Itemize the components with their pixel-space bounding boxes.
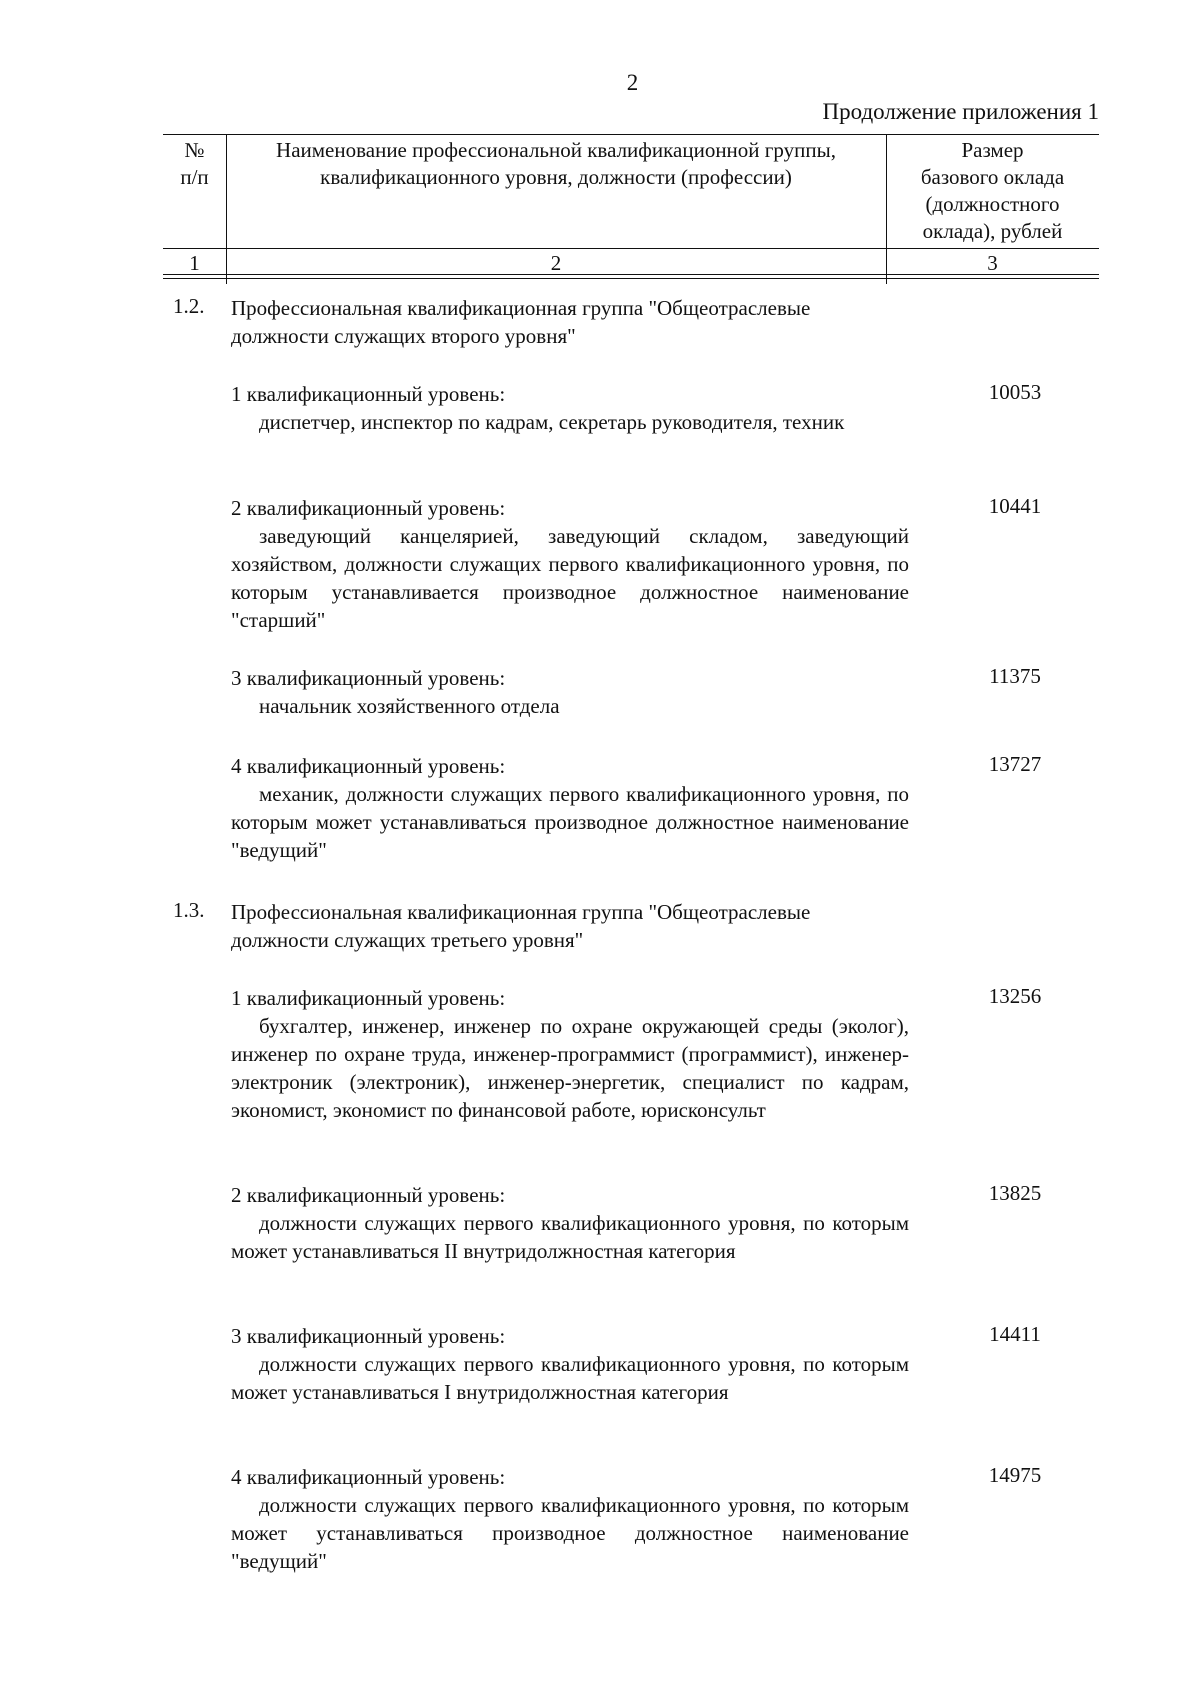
section-number: 1.3.	[173, 898, 205, 922]
level-row	[231, 494, 909, 634]
column-number-3: 3	[987, 251, 998, 275]
table-header	[163, 134, 1099, 284]
level-description: должности служащих первого квалификационного уровня, по которым может устанавливаться II внутридолжностная категория	[231, 1211, 909, 1263]
salary-value: 10053	[988, 380, 1042, 404]
level-title: 1 квалификационный уровень:	[231, 986, 506, 1010]
continuation-note: Продолжение приложения 1	[822, 99, 1099, 124]
column-number-2: 2	[550, 251, 562, 275]
header-bottom-rule-double	[163, 278, 1099, 279]
level-row	[231, 664, 909, 720]
salary-value: 14411	[989, 1322, 1041, 1346]
level-title: 2 квалификационный уровень:	[231, 1183, 506, 1207]
page-number: 2	[626, 70, 639, 95]
salary-value: 13825	[988, 1181, 1042, 1205]
level-title: 3 квалификационный уровень:	[231, 666, 506, 690]
level-title: 3 квалификационный уровень:	[231, 1324, 506, 1348]
level-description: начальник хозяйственного отдела	[259, 694, 560, 718]
level-description: должности служащих первого квалификационного уровня, по которым может устанавливаться производное должностное наименование "ведущий"	[231, 1493, 909, 1573]
column-header-name: Наименование профессиональной квалификационной группы, квалификационного уровня, должности (профессии)	[276, 138, 836, 189]
column-header-salary: Размер базового оклада (должностного оклада), рублей	[920, 138, 1065, 243]
level-title: 2 квалификационный уровень:	[231, 496, 506, 520]
section-title: Профессиональная квалификационная группа "Общеотраслевые должности служащих третьего уровня"	[231, 900, 811, 952]
header-mid-rule	[163, 248, 1099, 249]
salary-value: 13727	[988, 752, 1042, 776]
level-row	[231, 1463, 909, 1575]
column-number-1: 1	[189, 251, 200, 275]
level-description: должности служащих первого квалификационного уровня, по которым может устанавливаться I внутридолжностная категория	[231, 1352, 909, 1404]
level-title: 4 квалификационный уровень:	[231, 754, 506, 778]
level-description: механик, должности служащих первого квалификационного уровня, по которым может устанавливаться производное должностное наименование "ведущий"	[231, 782, 909, 862]
section-title: Профессиональная квалификационная группа "Общеотраслевые должности служащих второго уровня"	[231, 296, 811, 348]
level-row	[231, 752, 909, 864]
level-row	[231, 984, 909, 1124]
level-row	[231, 1181, 909, 1265]
level-title: 1 квалификационный уровень:	[231, 382, 506, 406]
salary-value: 13256	[988, 984, 1042, 1008]
salary-value: 11375	[989, 664, 1041, 688]
section-number: 1.2.	[173, 294, 205, 318]
level-description: бухгалтер, инженер, инженер по охране окружающей среды (эколог), инженер по охране труда, инженер-программист (программист), инженер-электроник (электроник), инженер-энергетик, специалист по кадрам, экономист, экономист по финансовой работе, юрисконсульт	[231, 1014, 909, 1122]
level-row	[231, 380, 909, 436]
salary-value: 10441	[988, 494, 1042, 518]
header-top-rule	[163, 134, 1099, 135]
level-description: диспетчер, инспектор по кадрам, секретарь руководителя, техник	[259, 410, 845, 434]
level-row	[231, 1322, 909, 1406]
level-description: заведующий канцелярией, заведующий складом, заведующий хозяйством, должности служащих первого квалификационного уровня, по которым устанавливается производное должностное наименование "старший"	[231, 524, 909, 632]
column-header-number: № п/п	[180, 138, 209, 189]
level-title: 4 квалификационный уровень:	[231, 1465, 506, 1489]
salary-value: 14975	[988, 1463, 1042, 1487]
